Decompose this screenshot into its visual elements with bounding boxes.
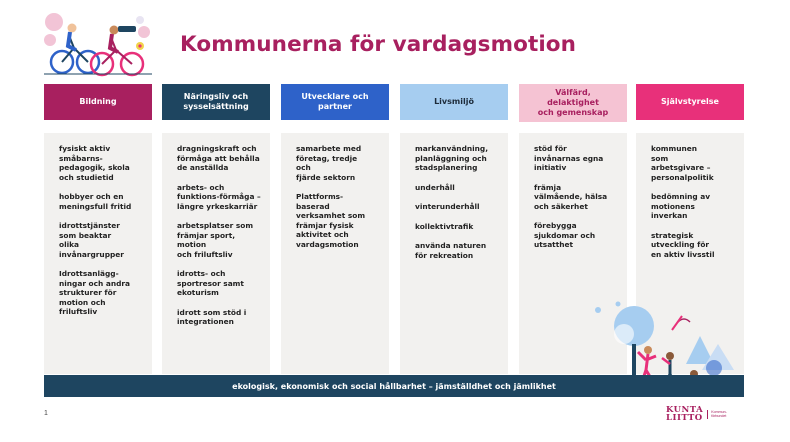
list-item: dragningskraft och förmåga att behålla de anställda: [177, 144, 260, 172]
list-item: kommunen som arbetsgivare – personalpolitik: [651, 144, 714, 182]
list-item: hobbyer och en meningsfull fritid: [59, 192, 132, 211]
logo-word-line1: KUNTA: [666, 405, 704, 415]
list-item: arbetsplatser som främjar sport, motion och friluftsliv: [177, 221, 254, 259]
list-item: främja välmående, hälsa och säkerhet: [534, 182, 608, 211]
kuntaliitto-logo: [666, 406, 727, 422]
list-item: kollektivtrafik: [415, 221, 474, 231]
list-item: stöd för invånarnas egna initiativ: [534, 144, 604, 172]
list-item: markanvändning, planläggning och stadsplanering: [415, 144, 489, 172]
logo-sub-line2: förbundet: [711, 414, 727, 418]
column-utvecklare: [281, 84, 389, 374]
column-livsmiljo: [400, 84, 508, 374]
list-item: idrottstjänster som beaktar olika invånargrupper: [59, 221, 124, 259]
list-item: vinterunderhåll: [415, 202, 480, 211]
list-item: förebygga sjukdomar och utsatthet: [534, 221, 596, 249]
column-header-livsmiljo: Livsmiljö: [400, 84, 508, 120]
column-naringsliv: [162, 84, 270, 374]
list-item: Idrottsanlägg- ningar och andra strukturer för motion och friluftsliv: [59, 269, 131, 316]
list-item: använda naturen för rekreation: [415, 241, 487, 260]
logo-sub-line1: Kommun-: [711, 409, 727, 414]
column-body-livsmiljo: [400, 133, 508, 374]
column-body-bildning: [44, 133, 152, 374]
column-header-bildning: Bildning: [44, 84, 152, 120]
page-number: 1: [44, 410, 48, 417]
logo-wordmark: [666, 406, 703, 422]
list-item: arbets- och funktions-förmåga – längre yrkeskarriär: [177, 182, 261, 211]
list-item: idrotts- och sportresor samt ekoturism: [177, 269, 244, 297]
list-item: idrott som stöd i integrationen: [177, 307, 247, 326]
logo-word-line2: LIITTO: [666, 413, 703, 423]
column-header-sjalvstyrelse: Självstyrelse: [636, 84, 744, 120]
list-item: underhåll: [415, 182, 455, 192]
sustainability-band: ekologisk, ekonomisk och social hållbarhet – jämställdhet och jämlikhet: [44, 375, 744, 397]
column-header-utvecklare: Utvecklare och partner: [281, 84, 389, 120]
page-title: Kommunerna för vardagsmotion: [180, 32, 577, 57]
column-body-naringsliv: [162, 133, 270, 374]
column-bildning: [44, 84, 152, 374]
column-header-valfard: Välfärd, delaktighet och gemenskap: [519, 84, 627, 122]
list-item: samarbete med företag, tredje och fjärde sektorn: [296, 144, 362, 182]
list-item: bedömning av motionens inverkan: [651, 192, 711, 220]
cyclists-illustration-icon: [40, 8, 158, 78]
list-item: Plattforms- baserad verksamhet som främjar fysisk aktivitet och vardagsmotion: [296, 192, 366, 249]
list-item: fysiskt aktiv småbarns- pedagogik, skola och studietid: [59, 144, 130, 182]
column-body-utvecklare: [281, 133, 389, 374]
list-item: strategisk utveckling för en aktiv livsstil: [651, 230, 715, 259]
column-header-naringsliv: Näringsliv och sysselsättning: [162, 84, 270, 120]
logo-subtitle: [707, 410, 727, 419]
